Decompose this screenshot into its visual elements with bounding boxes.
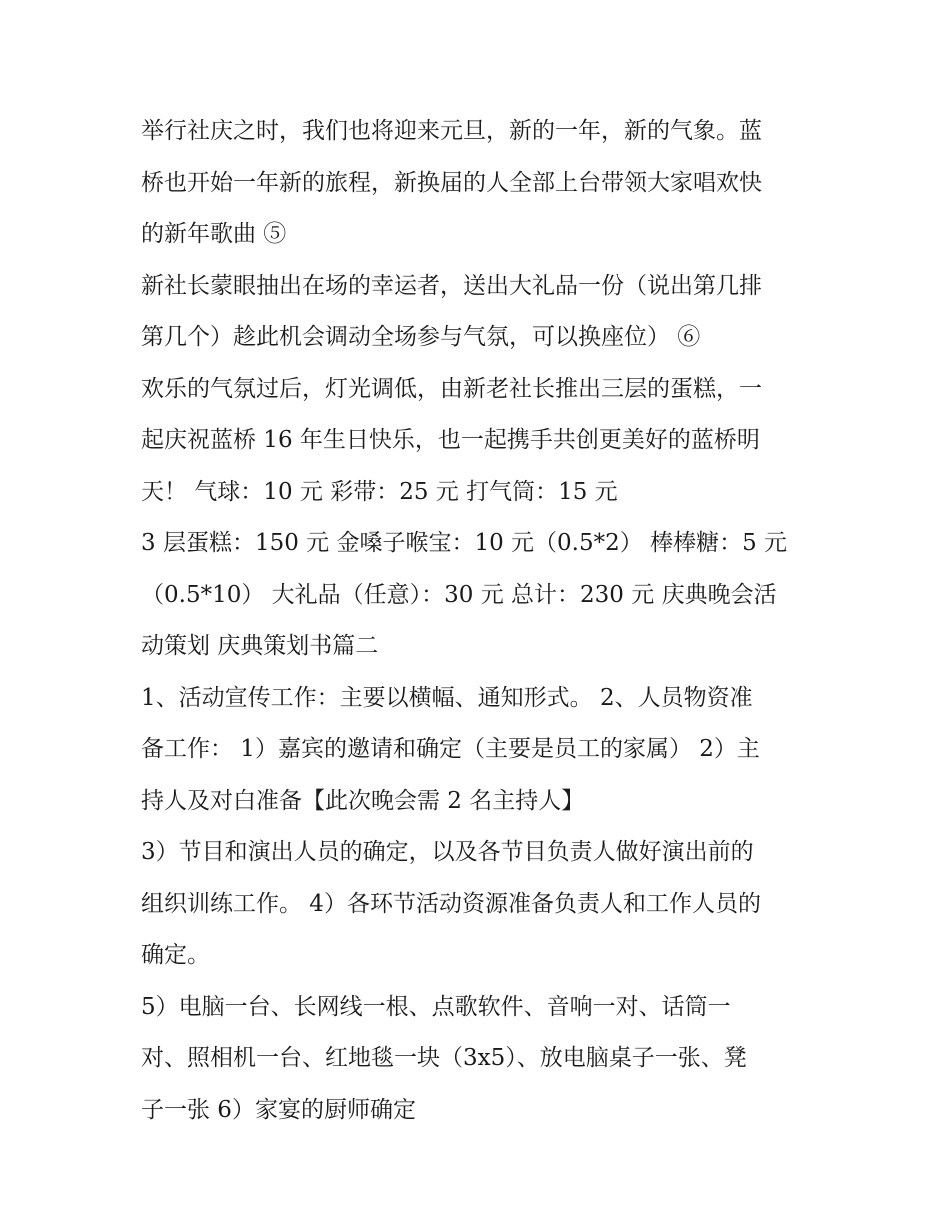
text-line: 备工作： 1）嘉宾的邀请和确定（主要是员工的家属） 2）主 — [141, 736, 760, 762]
text-line: 3）节目和演出人员的确定，以及各节目负责人做好演出前的 — [141, 839, 754, 865]
text-line: 子一张 6）家宴的厨师确定 — [141, 1096, 416, 1123]
text-line: 新社长蒙眼抽出在场的幸运者，送出大礼品一份（说出第几排 — [141, 272, 762, 299]
text-line: （0.5*10） 大礼品（任意）：30 元 总计：230 元 庆典晚会活 — [141, 581, 777, 608]
text-line: 1、活动宣传工作：主要以横幅、通知形式。 2、人员物资准 — [141, 684, 753, 711]
text-line: 持人及对白准备【此次晚会需 2 名主持人】 — [141, 787, 585, 814]
text-line: 对、照相机一台、红地毯一块（3x5）、放电脑桌子一张、凳 — [141, 1045, 747, 1071]
text-line: 5）电脑一台、长网线一根、点歌软件、音响一对、话筒一 — [141, 993, 731, 1020]
text-line: 第几个）趁此机会调动全场参与气氛，可以换座位） ⑥ — [141, 324, 701, 350]
text-line: 动策划 庆典策划书篇二 — [141, 633, 379, 659]
text-line: 起庆祝蓝桥 16 年生日快乐，也一起携手共创更美好的蓝桥明 — [141, 427, 760, 453]
text-line: 举行社庆之时，我们也将迎来元旦，新的一年，新的气象。蓝 — [141, 118, 762, 144]
text-line: 天！ 气球：10 元 彩带：25 元 打气筒：15 元 — [141, 478, 618, 505]
text-line: 确定。 — [141, 942, 210, 968]
text-line: 组织训练工作。 4）各环节活动资源准备负责人和工作人员的 — [141, 890, 761, 917]
text-line: 桥也开始一年新的旅程，新换届的人全部上台带领大家唱欢快 — [141, 169, 762, 196]
text-line: 欢乐的气氛过后，灯光调低，由新老社长推出三层的蛋糕，一 — [141, 375, 762, 402]
text-line: 的新年歌曲 ⑤ — [141, 221, 287, 247]
document-body — [141, 106, 821, 1136]
text-line: 3 层蛋糕：150 元 金嗓子喉宝：10 元（0.5*2） 棒棒糖：5 元 — [141, 530, 788, 556]
